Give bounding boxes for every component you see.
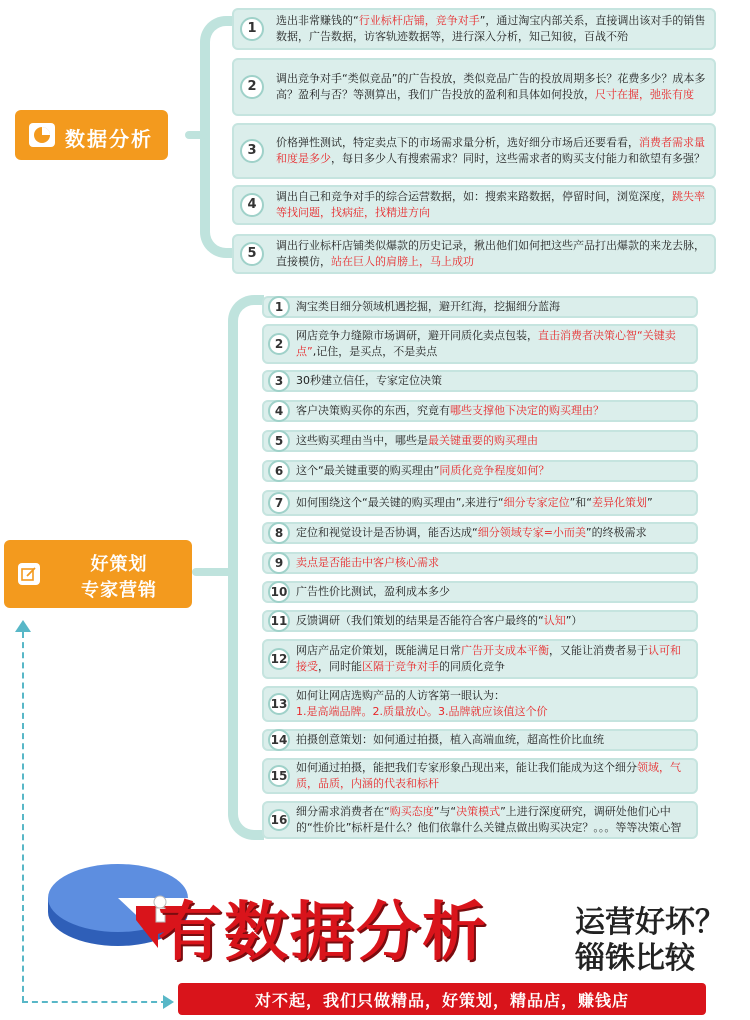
- list-item: [262, 490, 698, 516]
- item-text: [296, 760, 688, 792]
- item-text: [296, 732, 688, 748]
- body-text: 选出非常赚钱的“: [276, 14, 359, 27]
- list-item: [262, 552, 698, 574]
- item-number-badge: 4: [268, 400, 290, 422]
- list-item: [232, 123, 716, 179]
- item-number-badge: 1: [268, 296, 290, 318]
- banner-ribbon-text: 对不起，我们只做精品，好策划，精品店，赚钱店: [254, 991, 629, 1010]
- arrow-right-icon: [163, 995, 174, 1009]
- body-text: 如何让网店选购产品的人访客第一眼认为：: [296, 689, 505, 702]
- item-text: [296, 525, 688, 541]
- body-text: 这个“最关键重要的购买理由”: [296, 464, 440, 477]
- item-number-badge: 5: [240, 242, 264, 266]
- body-text: ”，通过淘宝内部关系，直接调出该对手的销售数据，广告数据，访客轨迹数据等，进行深入分析，知己知彼，百战不殆: [276, 14, 706, 43]
- item-text: [296, 495, 688, 511]
- item-number-badge: 3: [240, 139, 264, 163]
- body-text: ”和“: [569, 496, 592, 509]
- item-text: [276, 189, 706, 221]
- item-text: [296, 463, 688, 479]
- item-text: [296, 328, 688, 360]
- list-item: [262, 686, 698, 722]
- highlight-text: 细分专家定位: [503, 496, 570, 509]
- item-text: [276, 71, 706, 103]
- body-text: 调出竞争对手“类似竞品”的广告投放，类似竞品广告的投放周期多长？花费多少？成本多高？盈利与否？等测算出，我们广告投放的盈利和具体如何投放，: [276, 72, 706, 101]
- highlight-text: 卖点是否能击中客户核心需求: [296, 556, 439, 569]
- highlight-text: 细分领域专家=小而美: [477, 526, 586, 539]
- body-text: 淘宝类目细分领域机遇挖掘，避开红海，挖掘细分蓝海: [296, 300, 560, 313]
- item-text: [296, 403, 688, 419]
- dashed-line-horizontal: [22, 1001, 167, 1003]
- item-number-badge: 2: [240, 75, 264, 99]
- arrow-up-icon: [15, 620, 31, 632]
- item-text: [296, 688, 688, 720]
- body-text: 客户决策购买你的东西，究竟有: [296, 404, 450, 417]
- dashed-line-vertical: [22, 632, 24, 1002]
- highlight-text: 跳失率等找问题，找病症，找精进方向: [276, 190, 705, 219]
- highlight-text: 尺寸在握，弛张有度: [595, 88, 694, 101]
- highlight-text: 最关键重要的购买理由: [428, 434, 538, 447]
- banner-side-line1: 运营好坏？: [575, 905, 725, 940]
- item-number-badge: 16: [268, 809, 290, 831]
- item-number-badge: 2: [268, 333, 290, 355]
- item-number-badge: 1: [240, 17, 264, 41]
- highlight-text: 差异化策划: [592, 496, 647, 509]
- section1-label: [15, 110, 168, 160]
- highlight-text: 领域，气质，品质，内涵的代表和标杆: [296, 761, 681, 790]
- section2-connector: [192, 568, 236, 576]
- list-item: [262, 729, 698, 751]
- item-text: [296, 299, 688, 315]
- section2-title-line1: 好策划: [90, 554, 148, 575]
- highlight-text: 站在巨人的肩膀上，马上成功: [331, 255, 474, 268]
- item-text: [296, 804, 688, 836]
- section1-title: 数据分析: [65, 127, 153, 151]
- body-text: 30秒建立信任，专家定位决策: [296, 374, 442, 387]
- body-text: ”的终极需求: [585, 526, 647, 539]
- body-text: 调出行业标杆店铺类似爆款的历史记录，揪出他们如何把这些产品打出爆款的来龙去脉，直接模仿，: [276, 239, 705, 268]
- body-text: 的同质化竞争: [439, 660, 505, 673]
- item-number-badge: 9: [268, 552, 290, 574]
- body-text: 这些购买理由当中，哪些是: [296, 434, 428, 447]
- item-number-badge: 8: [268, 522, 290, 544]
- body-text: ”）: [565, 614, 583, 627]
- highlight-text: 决策模式: [456, 805, 501, 818]
- item-number-badge: 5: [268, 430, 290, 452]
- list-item: [232, 185, 716, 225]
- highlight-text: 哪些支撑他下决定的购买理由？: [450, 404, 604, 417]
- highlight-text: 消费者需求量和度是多少: [276, 136, 705, 165]
- item-text: [276, 135, 706, 167]
- item-text: [296, 373, 688, 389]
- item-number-badge: 14: [268, 729, 290, 751]
- body-text: 反馈调研（我们策划的结果是否能符合客户最终的“: [296, 614, 544, 627]
- list-item: [262, 400, 698, 422]
- body-text: ”与“: [433, 805, 457, 818]
- body-text: ,记住，是买点，不是卖点: [312, 345, 438, 358]
- section1-connector: [185, 131, 207, 139]
- list-item: [262, 522, 698, 544]
- highlight-text: 区隔于竞争对手: [362, 660, 439, 673]
- body-text: ”上进行深度研究，调研处他们心中的“性价比”标杆是什么？他们依靠什么关键点做出购买决定？。。。等等决策心智: [296, 805, 682, 834]
- item-text: [296, 584, 688, 600]
- highlight-text: 认知: [543, 614, 566, 627]
- list-item: [232, 234, 716, 274]
- body-text: 价格弹性测试，特定卖点下的市场需求量分析，选好细分市场后还要看看，: [276, 136, 639, 149]
- list-item: [262, 296, 698, 318]
- body-text: ”: [647, 496, 653, 509]
- list-item: [262, 639, 698, 679]
- item-text: [296, 643, 688, 675]
- body-text: 网店竞争力缝隙市场调研，避开同质化卖点包装，: [296, 329, 538, 342]
- highlight-text: 购买态度: [389, 805, 434, 818]
- item-text: [296, 555, 688, 571]
- item-number-badge: 12: [268, 648, 290, 670]
- highlight-text: 行业标杆店铺，竞争对手: [358, 14, 480, 27]
- banner-side-line2: 锱铢比较: [575, 941, 695, 976]
- highlight-text: 直击消费者决策心智“关键卖点”: [296, 329, 676, 358]
- item-number-badge: 3: [268, 370, 290, 392]
- item-number-badge: 10: [268, 581, 290, 603]
- body-text: 如何围绕这个“最关键的购买理由”,来进行“: [296, 496, 504, 509]
- body-text: 定位和视觉设计是否协调，能否达成“: [296, 526, 478, 539]
- section2-title-line2: 专家营销: [81, 580, 157, 601]
- item-number-badge: 6: [268, 460, 290, 482]
- body-text: 如何通过拍摄，能把我们专家形象凸现出来，能让我们能成为这个细分: [296, 761, 637, 774]
- banner-headline: 有数据分析: [158, 896, 488, 970]
- list-item: [262, 430, 698, 452]
- body-text: 调出自己和竞争对手的综合运营数据，如：搜索来路数据，停留时间，浏览深度，: [276, 190, 672, 203]
- highlight-text: 认可和接受: [296, 644, 681, 673]
- item-text: [276, 13, 706, 45]
- item-text: [276, 238, 706, 270]
- list-item: [262, 610, 698, 632]
- list-item: [262, 801, 698, 839]
- list-item: [262, 324, 698, 364]
- highlight-text: 1.是高端品牌。2.质量放心。3.品牌就应该值这个价: [296, 705, 548, 718]
- body-text: ，每日多少人有搜索需求？同时，这些需求者的购买支付能力和欲望有多强？: [331, 152, 705, 165]
- body-text: 网店产品定价策划，既能满足日常: [296, 644, 461, 657]
- item-number-badge: 13: [268, 693, 290, 715]
- item-text: [296, 433, 688, 449]
- list-item: [262, 460, 698, 482]
- section2-label: [4, 540, 192, 608]
- body-text: 广告性价比测试，盈利成本多少: [296, 585, 450, 598]
- banner-ribbon: [178, 983, 706, 1015]
- highlight-text: 广告开支成本平衡: [461, 644, 549, 657]
- list-item: [262, 581, 698, 603]
- list-item: [232, 58, 716, 116]
- highlight-text: 同质化竞争程度如何？: [439, 464, 550, 477]
- body-text: ，又能让消费者易于: [549, 644, 648, 657]
- body-text: 拍摄创意策划：如何通过拍摄，植入高端血统，超高性价比血统: [296, 733, 604, 746]
- list-item: [262, 370, 698, 392]
- item-number-badge: 11: [268, 610, 290, 632]
- list-item: [262, 758, 698, 794]
- item-number-badge: 7: [268, 492, 290, 514]
- item-number-badge: 4: [240, 193, 264, 217]
- item-text: [296, 613, 688, 629]
- body-text: ，同时能: [318, 660, 362, 673]
- list-item: [232, 8, 716, 50]
- item-number-badge: 15: [268, 765, 290, 787]
- pie-chart-icon: [29, 123, 55, 147]
- body-text: 细分需求消费者在“: [296, 805, 390, 818]
